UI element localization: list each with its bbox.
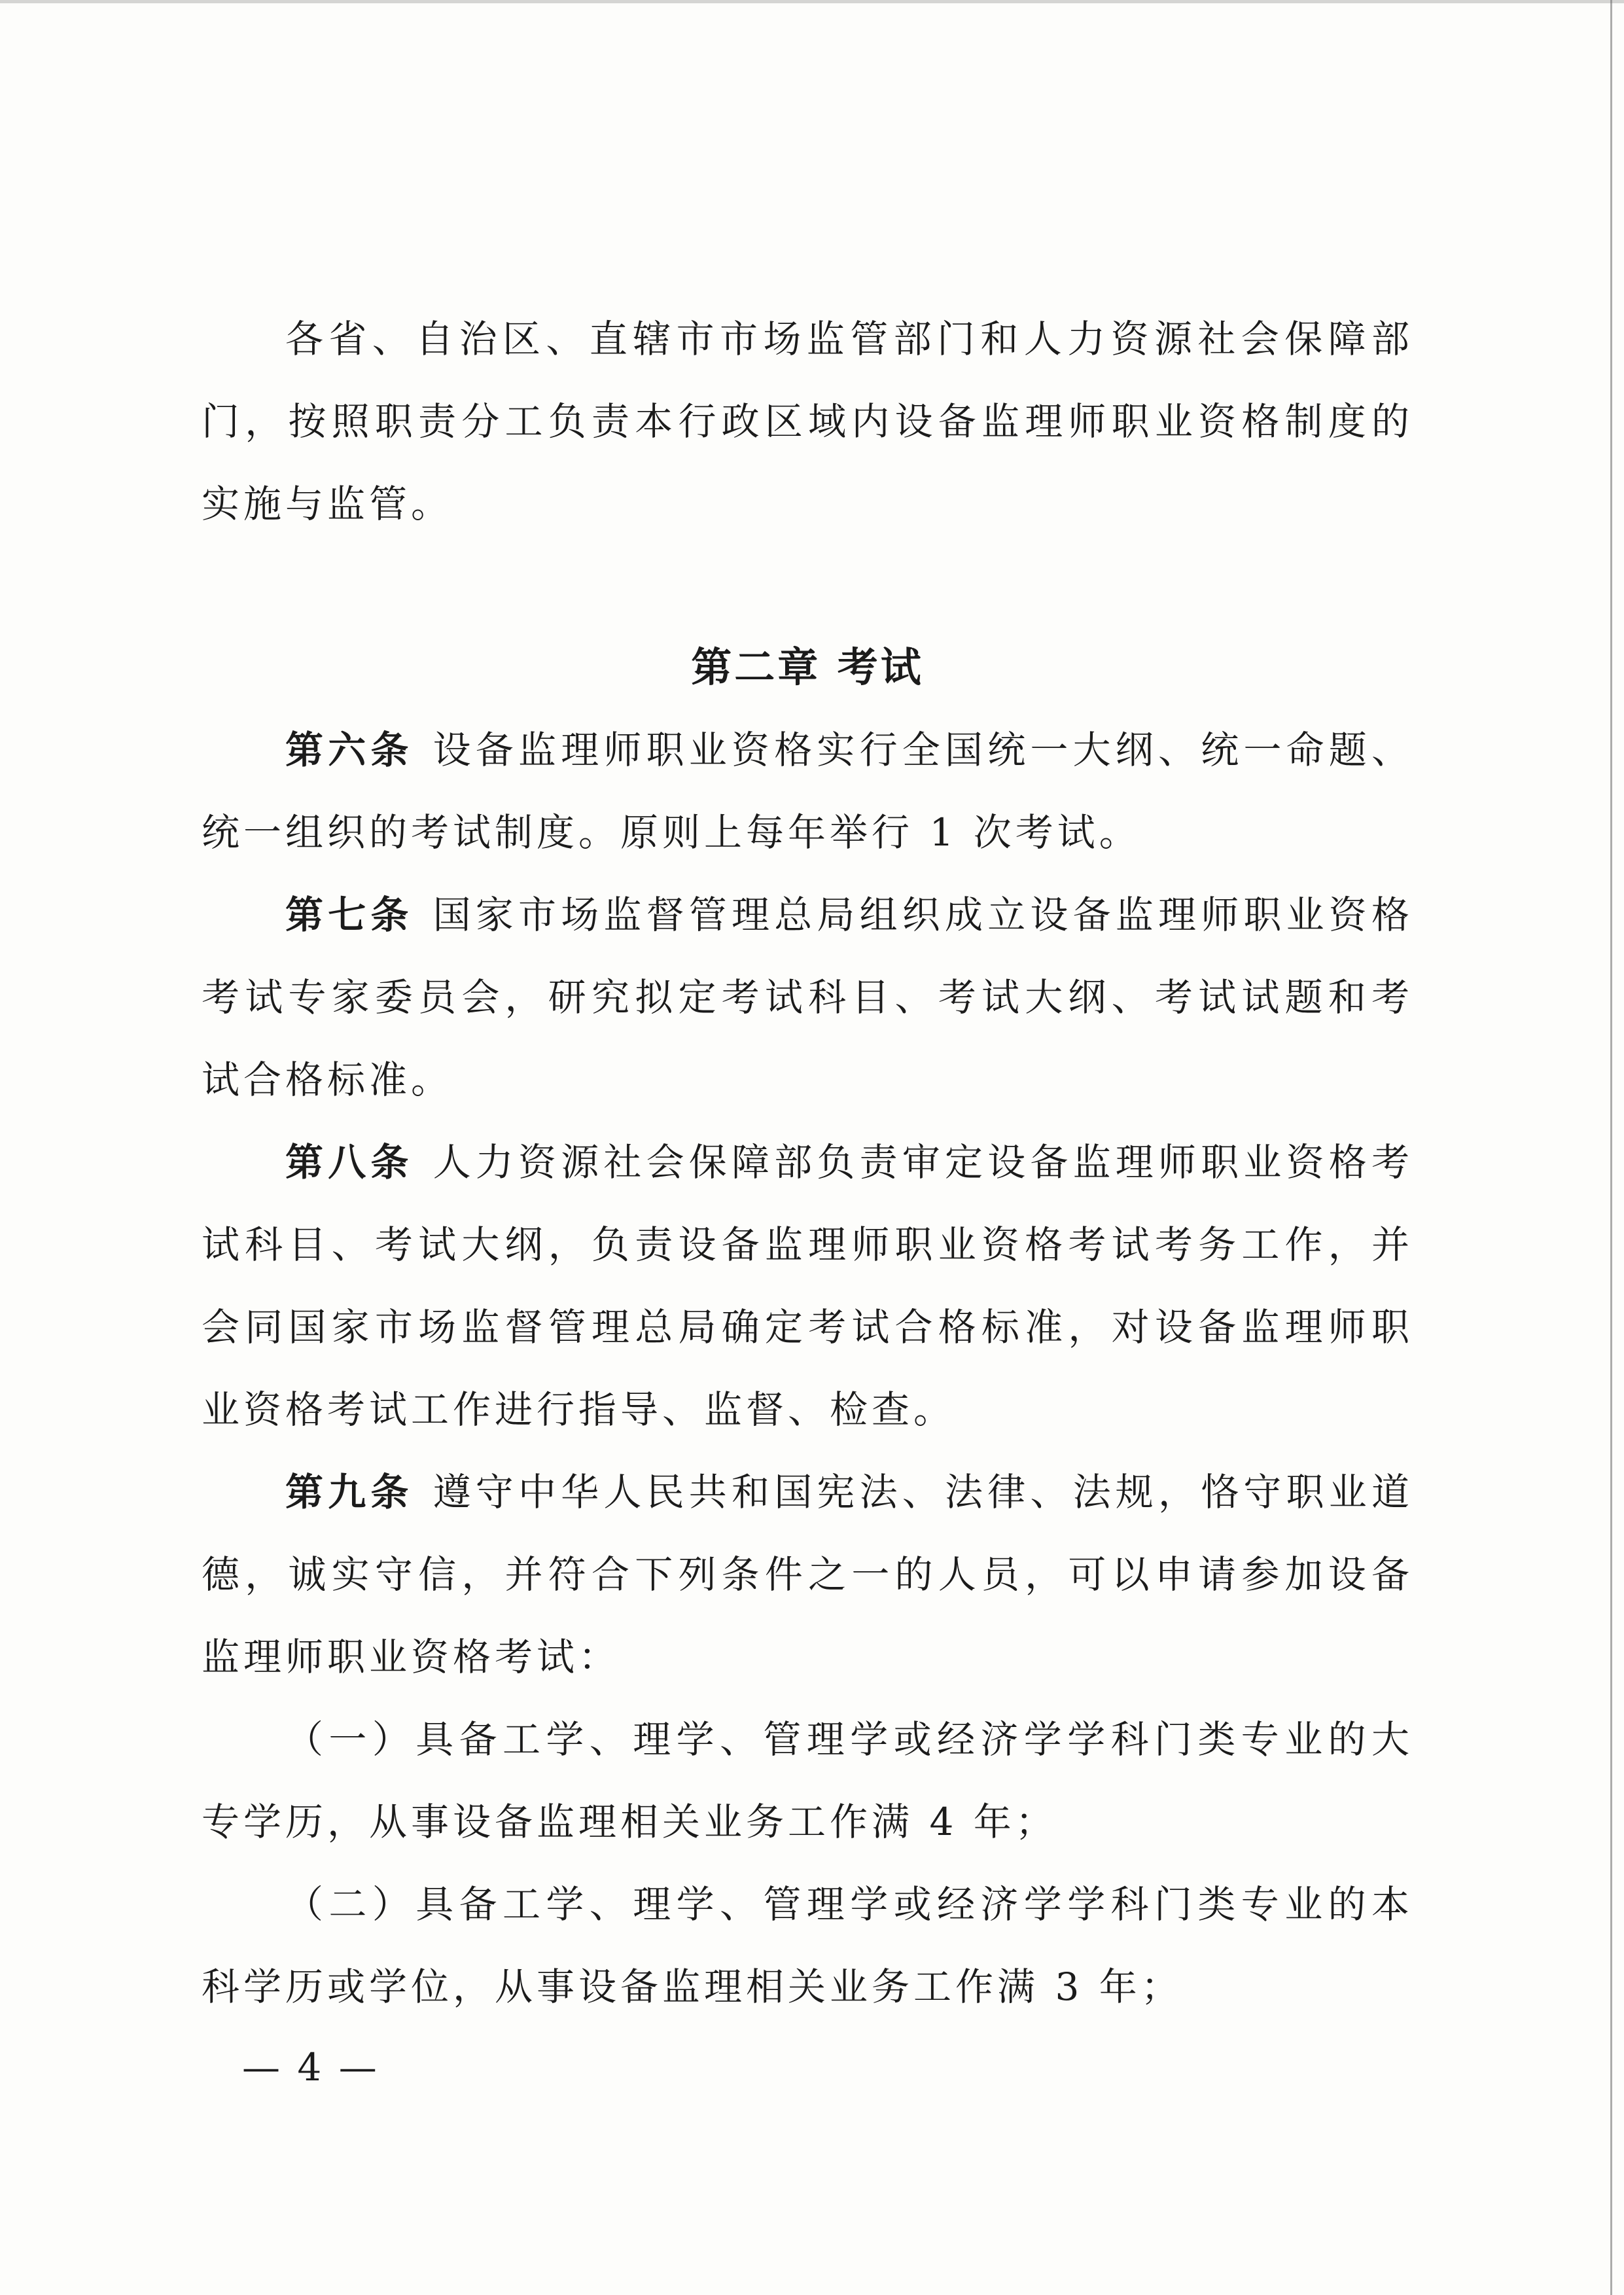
article-8-label: 第八条 bbox=[285, 1140, 414, 1184]
article-9 bbox=[202, 1451, 1413, 1698]
condition-1: （一）具备工学、理学、管理学或经济学学科门类专业的大专学历，从事设备监理相关业务工作满 4 年； bbox=[202, 1717, 1413, 1844]
document-body bbox=[202, 298, 1413, 2028]
article-6-label: 第六条 bbox=[285, 728, 414, 772]
article-6-text: 设备监理师职业资格实行全国统一大纲、统一命题、统一组织的考试制度。原则上每年举行 1 次考试。 bbox=[202, 728, 1413, 855]
article-8-text: 人力资源社会保障部负责审定设备监理师职业资格考试科目、考试大纲，负责设备监理师职业资格考试考务工作，并会同国家市场监督管理总局确定考试合格标准，对设备监理师职业资格考试工作进行指导、监督、检查。 bbox=[202, 1140, 1413, 1432]
scan-right-edge bbox=[1610, 0, 1612, 2295]
article-7-text: 国家市场监督管理总局组织成立设备监理师职业资格考试专家委员会，研究拟定考试科目、考试大纲、考试试题和考试合格标准。 bbox=[202, 893, 1413, 1102]
article-7-label: 第七条 bbox=[285, 893, 414, 937]
article-9-text: 遵守中华人民共和国宪法、法律、法规，恪守职业道德，诚实守信，并符合下列条件之一的人员，可以申请参加设备监理师职业资格考试： bbox=[202, 1470, 1413, 1679]
page-number: — 4 — bbox=[242, 2045, 380, 2090]
condition-2: （二）具备工学、理学、管理学或经济学学科门类专业的本科学历或学位，从事设备监理相关业务工作满 3 年； bbox=[202, 1882, 1413, 2009]
article-8 bbox=[202, 1121, 1413, 1451]
article-6 bbox=[202, 709, 1413, 874]
scan-top-edge bbox=[0, 0, 1624, 3]
chapter-heading: 第二章 考试 bbox=[691, 643, 924, 691]
article-9-label: 第九条 bbox=[285, 1470, 414, 1514]
intro-paragraph: 各省、自治区、直辖市市场监管部门和人力资源社会保障部门，按照职责分工负责本行政区域内设备监理师职业资格制度的实施与监管。 bbox=[202, 317, 1413, 526]
article-7 bbox=[202, 874, 1413, 1121]
